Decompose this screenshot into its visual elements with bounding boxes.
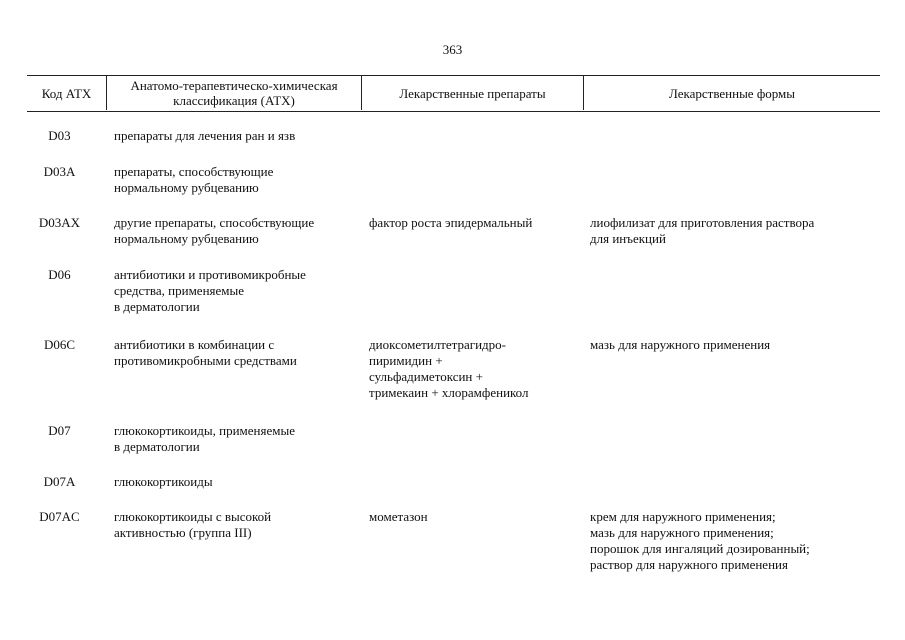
atc-code: D07AC xyxy=(39,509,80,524)
drug-name: диоксометилтетрагидро- пиримидин + сульфадиметоксин + тримекаин + хлорамфеникол xyxy=(369,337,529,400)
atc-group: препараты, способствующие нормальному рубцеванию xyxy=(114,164,274,195)
drug-name: мометазон xyxy=(369,509,428,524)
atc-code: D06 xyxy=(48,267,71,282)
table-header-rule xyxy=(27,111,880,112)
atc-group: другие препараты, способствующие нормальному рубцеванию xyxy=(114,215,315,246)
atc-group: препараты для лечения ран и язв xyxy=(114,128,296,143)
header-code: Код АТХ xyxy=(27,76,107,110)
atc-group: глюкокортикоиды xyxy=(114,474,213,489)
header-atc: Анатомо-терапевтическо-химическая классификация (АТХ) xyxy=(107,76,362,110)
atc-group: глюкокортикоиды, применяемые в дерматологии xyxy=(114,423,295,454)
dosage-form: крем для наружного применения; мазь для наружного применения; порошок для ингаляций дозированный; раствор для наружного применения xyxy=(590,509,810,572)
atc-code: D03A xyxy=(43,164,76,179)
atc-group: глюкокортикоиды с высокой активностью (группа III) xyxy=(114,509,272,540)
dosage-form: мазь для наружного применения xyxy=(590,337,771,352)
atc-code: D07A xyxy=(43,474,76,489)
page-number: 363 xyxy=(442,42,463,57)
dosage-form: лиофилизат для приготовления раствора для инъекций xyxy=(590,215,815,246)
header-drugs: Лекарственные препараты xyxy=(362,76,584,110)
atc-group: антибиотики и противомикробные средства, применяемые в дерматологии xyxy=(114,267,306,314)
header-forms: Лекарственные формы xyxy=(668,85,796,101)
drug-name: фактор роста эпидермальный xyxy=(369,215,533,230)
atc-code: D07 xyxy=(48,423,71,438)
atc-code: D03AX xyxy=(38,215,81,230)
atc-code: D06C xyxy=(43,337,76,352)
atc-group: антибиотики в комбинации с противомикробными средствами xyxy=(114,337,297,368)
atc-code: D03 xyxy=(48,128,71,143)
